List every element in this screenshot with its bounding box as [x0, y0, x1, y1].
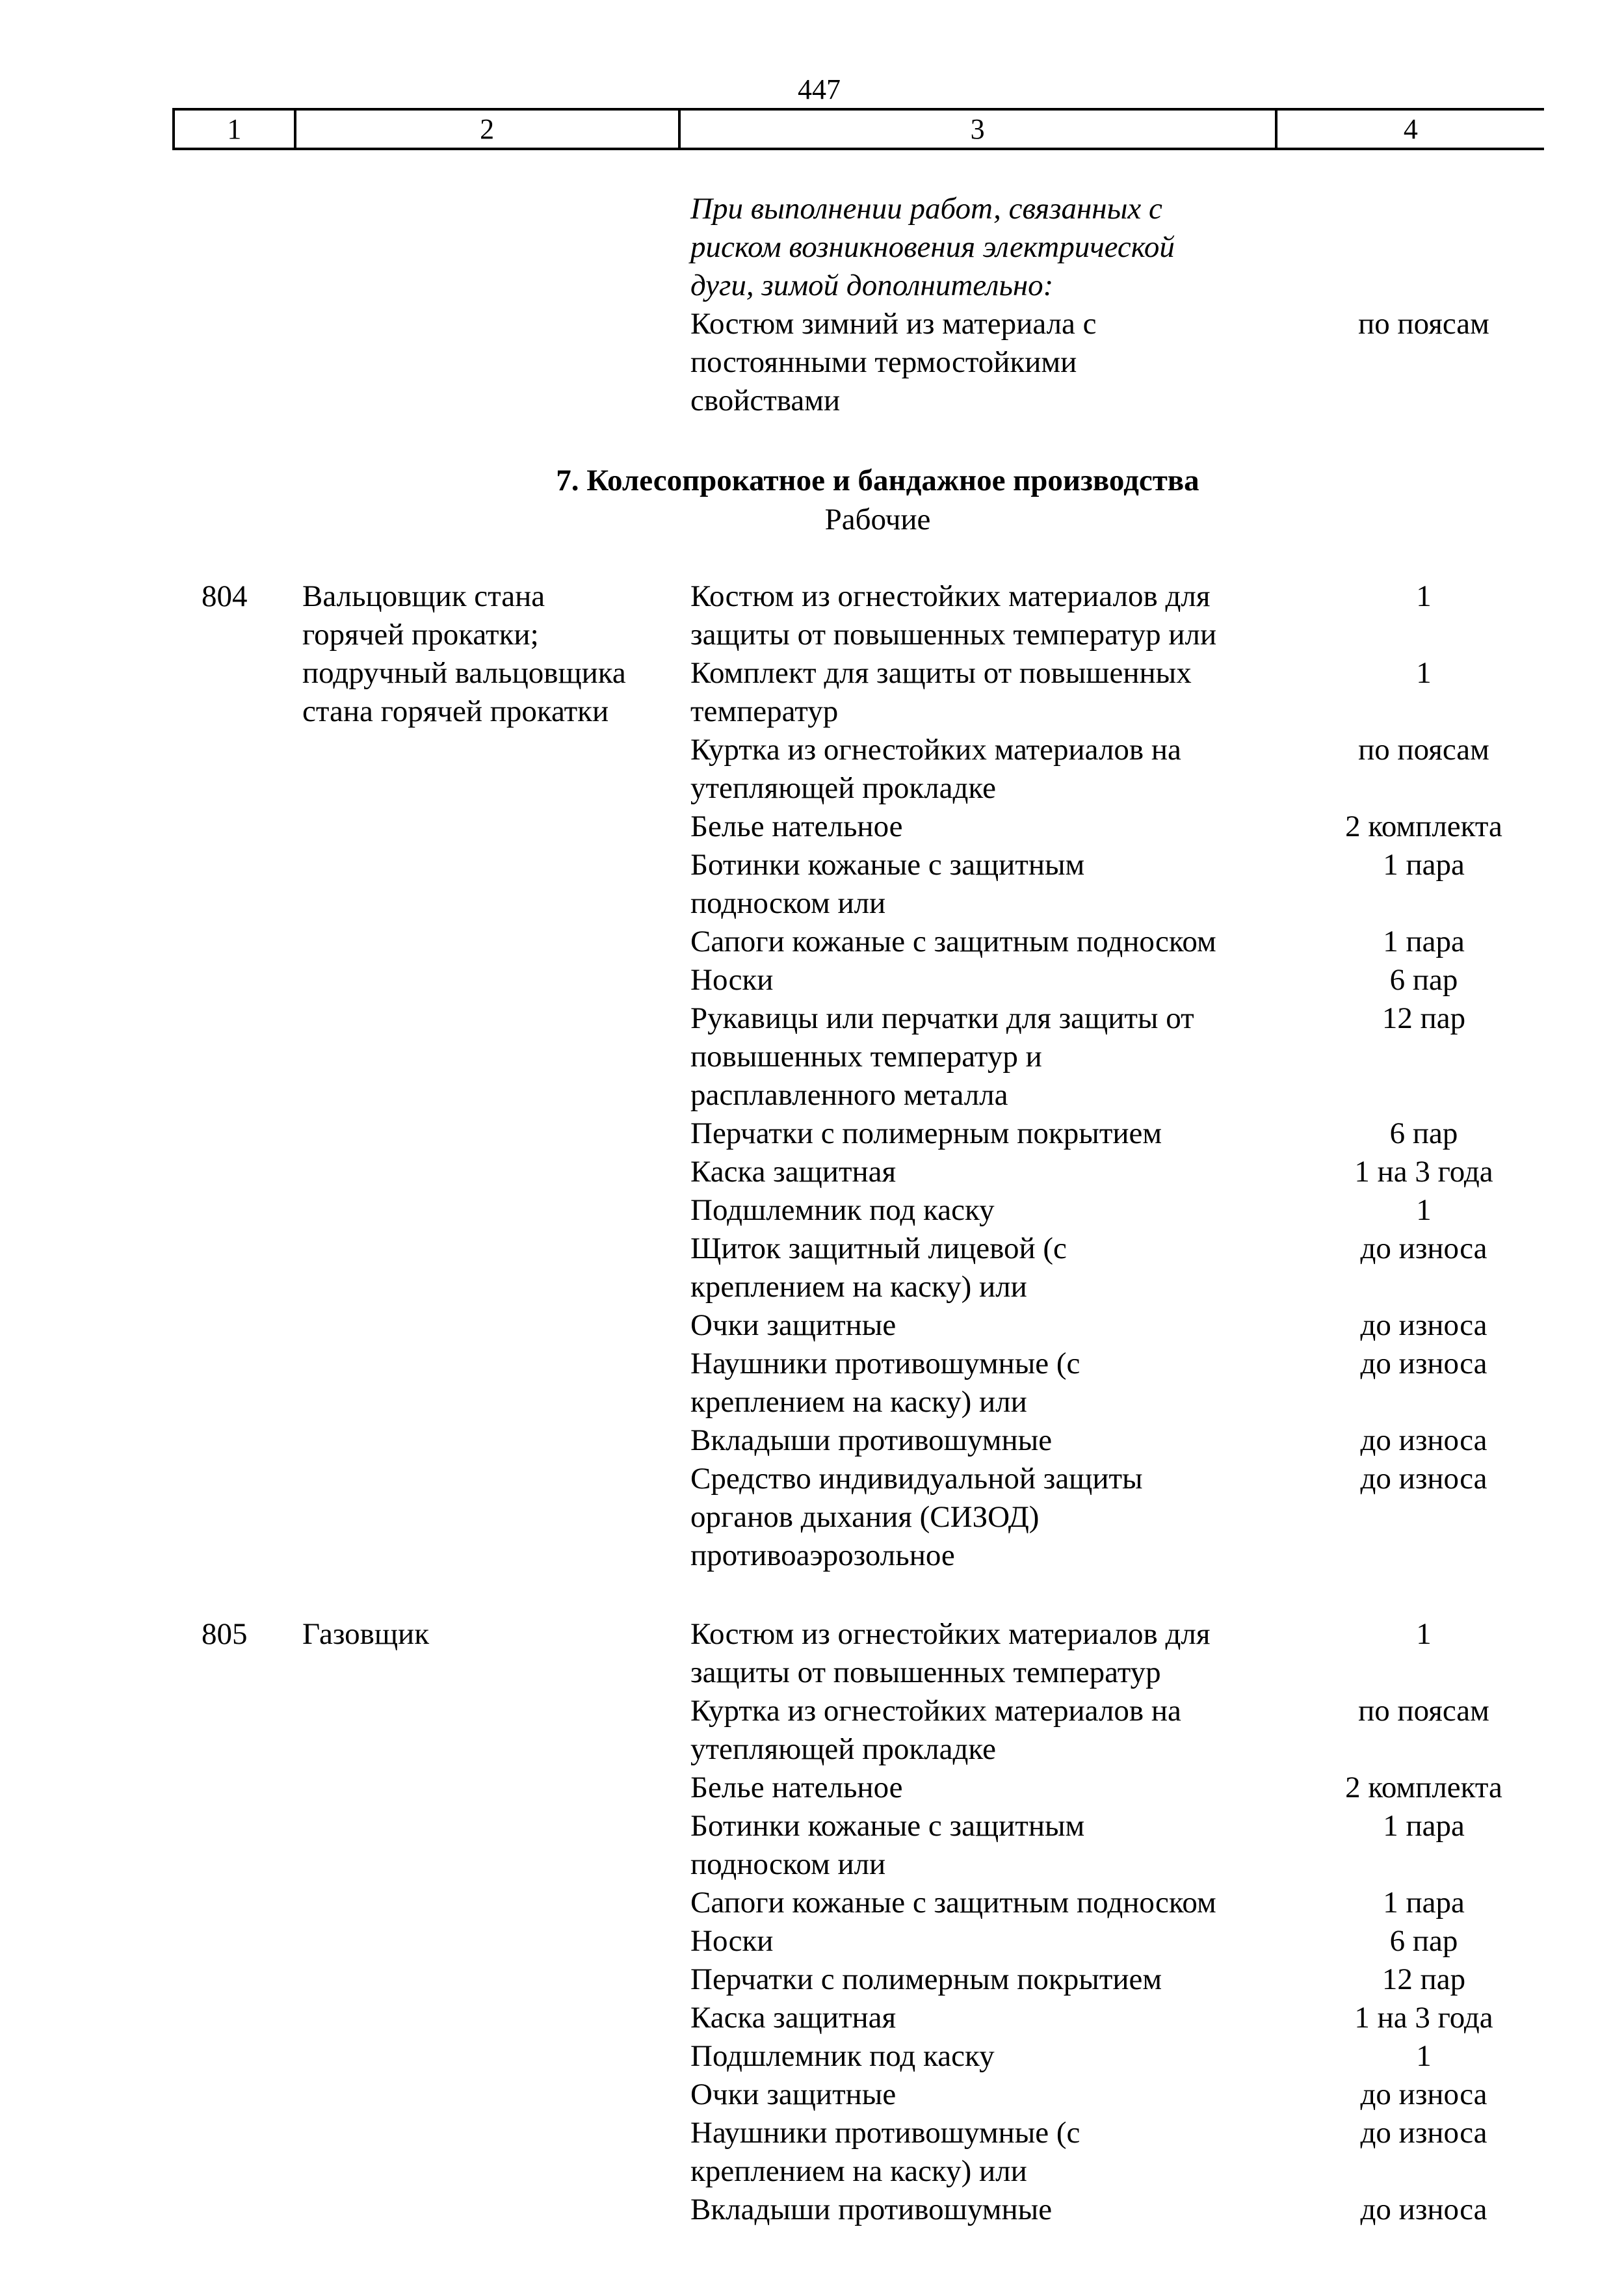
item-norm: 1: [1416, 1193, 1432, 1227]
entry-name-line: подручный вальцовщика: [302, 656, 626, 690]
entry-name-line: стана горячей прокатки: [302, 694, 609, 728]
item-norm: 12 пар: [1382, 1962, 1466, 1996]
item-norm: 1 пара: [1383, 1886, 1465, 1920]
item-norm: 6 пар: [1389, 1116, 1458, 1150]
item-line: Наушники противошумные (с: [690, 2116, 1080, 2150]
item-line: Носки: [690, 963, 774, 997]
item-norm: до износа: [1360, 1423, 1487, 1457]
item-line: утепляющей прокладке: [690, 1732, 996, 1766]
header-col-2: 2: [294, 111, 678, 148]
item-norm: 2 комплекта: [1345, 810, 1502, 843]
item-line: подноском или: [690, 886, 886, 920]
item-line: повышенных температур и: [690, 1040, 1042, 1074]
item-line: органов дыхания (СИЗОД): [690, 1500, 1040, 1534]
item-norm: 1 на 3 года: [1354, 1155, 1493, 1189]
item-norm: 12 пар: [1382, 1001, 1466, 1035]
item-line: Щиток защитный лицевой (с: [690, 1232, 1067, 1265]
item-norm: до износа: [1360, 2116, 1487, 2150]
header-col-3: 3: [678, 111, 1275, 148]
entry-name-line: горячей прокатки;: [302, 618, 539, 652]
intro-item-norm: по поясам: [1358, 307, 1489, 341]
item-line: креплением на каску) или: [690, 1270, 1027, 1304]
item-norm: 1: [1416, 1617, 1432, 1651]
item-norm: 2 комплекта: [1345, 1771, 1502, 1804]
item-line: Костюм из огнестойких материалов для: [690, 1617, 1211, 1651]
item-norm: до износа: [1360, 1308, 1487, 1342]
item-line: Сапоги кожаные с защитным подноском: [690, 925, 1216, 958]
section-title: 7. Колесопрокатное и бандажное производства: [556, 464, 1199, 497]
item-line: Очки защитные: [690, 1308, 897, 1342]
item-line: Куртка из огнестойких материалов на: [690, 733, 1181, 767]
item-line: Вкладыши противошумные: [690, 2193, 1053, 2226]
intro-note-line: риском возникновения электрической: [690, 230, 1175, 264]
item-line: Перчатки с полимерным покрытием: [690, 1116, 1162, 1150]
item-line: расплавленного металла: [690, 1078, 1008, 1112]
item-norm: 1 пара: [1383, 925, 1465, 958]
entry-name-line: Газовщик: [302, 1617, 430, 1651]
intro-item-line: Костюм зимний из материала с: [690, 307, 1097, 341]
intro-note-line: дуги, зимой дополнительно:: [690, 269, 1054, 302]
item-line: Средство индивидуальной защиты: [690, 1462, 1143, 1496]
item-line: Рукавицы или перчатки для защиты от: [690, 1001, 1194, 1035]
item-norm: до износа: [1360, 2193, 1487, 2226]
item-line: Сапоги кожаные с защитным подноском: [690, 1886, 1216, 1920]
item-line: Наушники противошумные (с: [690, 1347, 1080, 1380]
item-line: Костюм из огнестойких материалов для: [690, 579, 1211, 613]
table-header: [172, 108, 1544, 150]
header-col-1: 1: [227, 113, 242, 145]
item-norm: по поясам: [1358, 1694, 1489, 1728]
item-line: Подшлемник под каску: [690, 1193, 995, 1227]
item-line: креплением на каску) или: [690, 1385, 1027, 1419]
item-line: Подшлемник под каску: [690, 2039, 995, 2073]
item-line: Вкладыши противошумные: [690, 1423, 1053, 1457]
item-line: подноском или: [690, 1847, 886, 1881]
item-line: Перчатки с полимерным покрытием: [690, 1962, 1162, 1996]
entry-number: 804: [202, 579, 248, 613]
item-norm: до износа: [1360, 1462, 1487, 1496]
intro-item-line: свойствами: [690, 384, 841, 417]
item-line: защиты от повышенных температур: [690, 1656, 1161, 1689]
item-norm: 1: [1416, 2039, 1432, 2073]
item-line: температур: [690, 694, 839, 728]
item-line: Комплект для защиты от повышенных: [690, 656, 1192, 690]
item-line: Белье нательное: [690, 810, 903, 843]
intro-note-line: При выполнении работ, связанных с: [690, 192, 1162, 226]
item-norm: до износа: [1360, 2078, 1487, 2111]
entry-number: 805: [202, 1617, 248, 1651]
item-norm: 1 пара: [1383, 1809, 1465, 1843]
item-line: Ботинки кожаные с защитным: [690, 848, 1085, 882]
item-line: Ботинки кожаные с защитным: [690, 1809, 1085, 1843]
item-norm: 6 пар: [1389, 963, 1458, 997]
item-line: Белье нательное: [690, 1771, 903, 1804]
item-line: Каска защитная: [690, 2001, 897, 2035]
page-number: 447: [798, 73, 841, 105]
item-norm: по поясам: [1358, 733, 1489, 767]
item-norm: до износа: [1360, 1347, 1487, 1380]
intro-item-line: постоянными термостойкими: [690, 345, 1077, 379]
item-line: Куртка из огнестойких материалов на: [690, 1694, 1181, 1728]
item-line: Очки защитные: [690, 2078, 897, 2111]
header-col-4: 4: [1275, 111, 1544, 148]
item-line: креплением на каску) или: [690, 2154, 1027, 2188]
item-norm: до износа: [1360, 1232, 1487, 1265]
item-line: противоаэрозольное: [690, 1538, 955, 1572]
item-norm: 1 пара: [1383, 848, 1465, 882]
item-line: Носки: [690, 1924, 774, 1958]
entry-name-line: Вальцовщик стана: [302, 579, 545, 613]
item-line: утепляющей прокладке: [690, 771, 996, 805]
item-line: Каска защитная: [690, 1155, 897, 1189]
section-subtitle: Рабочие: [824, 503, 931, 536]
item-norm: 6 пар: [1389, 1924, 1458, 1958]
item-norm: 1 на 3 года: [1354, 2001, 1493, 2035]
item-norm: 1: [1416, 656, 1432, 690]
item-norm: 1: [1416, 579, 1432, 613]
item-line: защиты от повышенных температур или: [690, 618, 1217, 652]
